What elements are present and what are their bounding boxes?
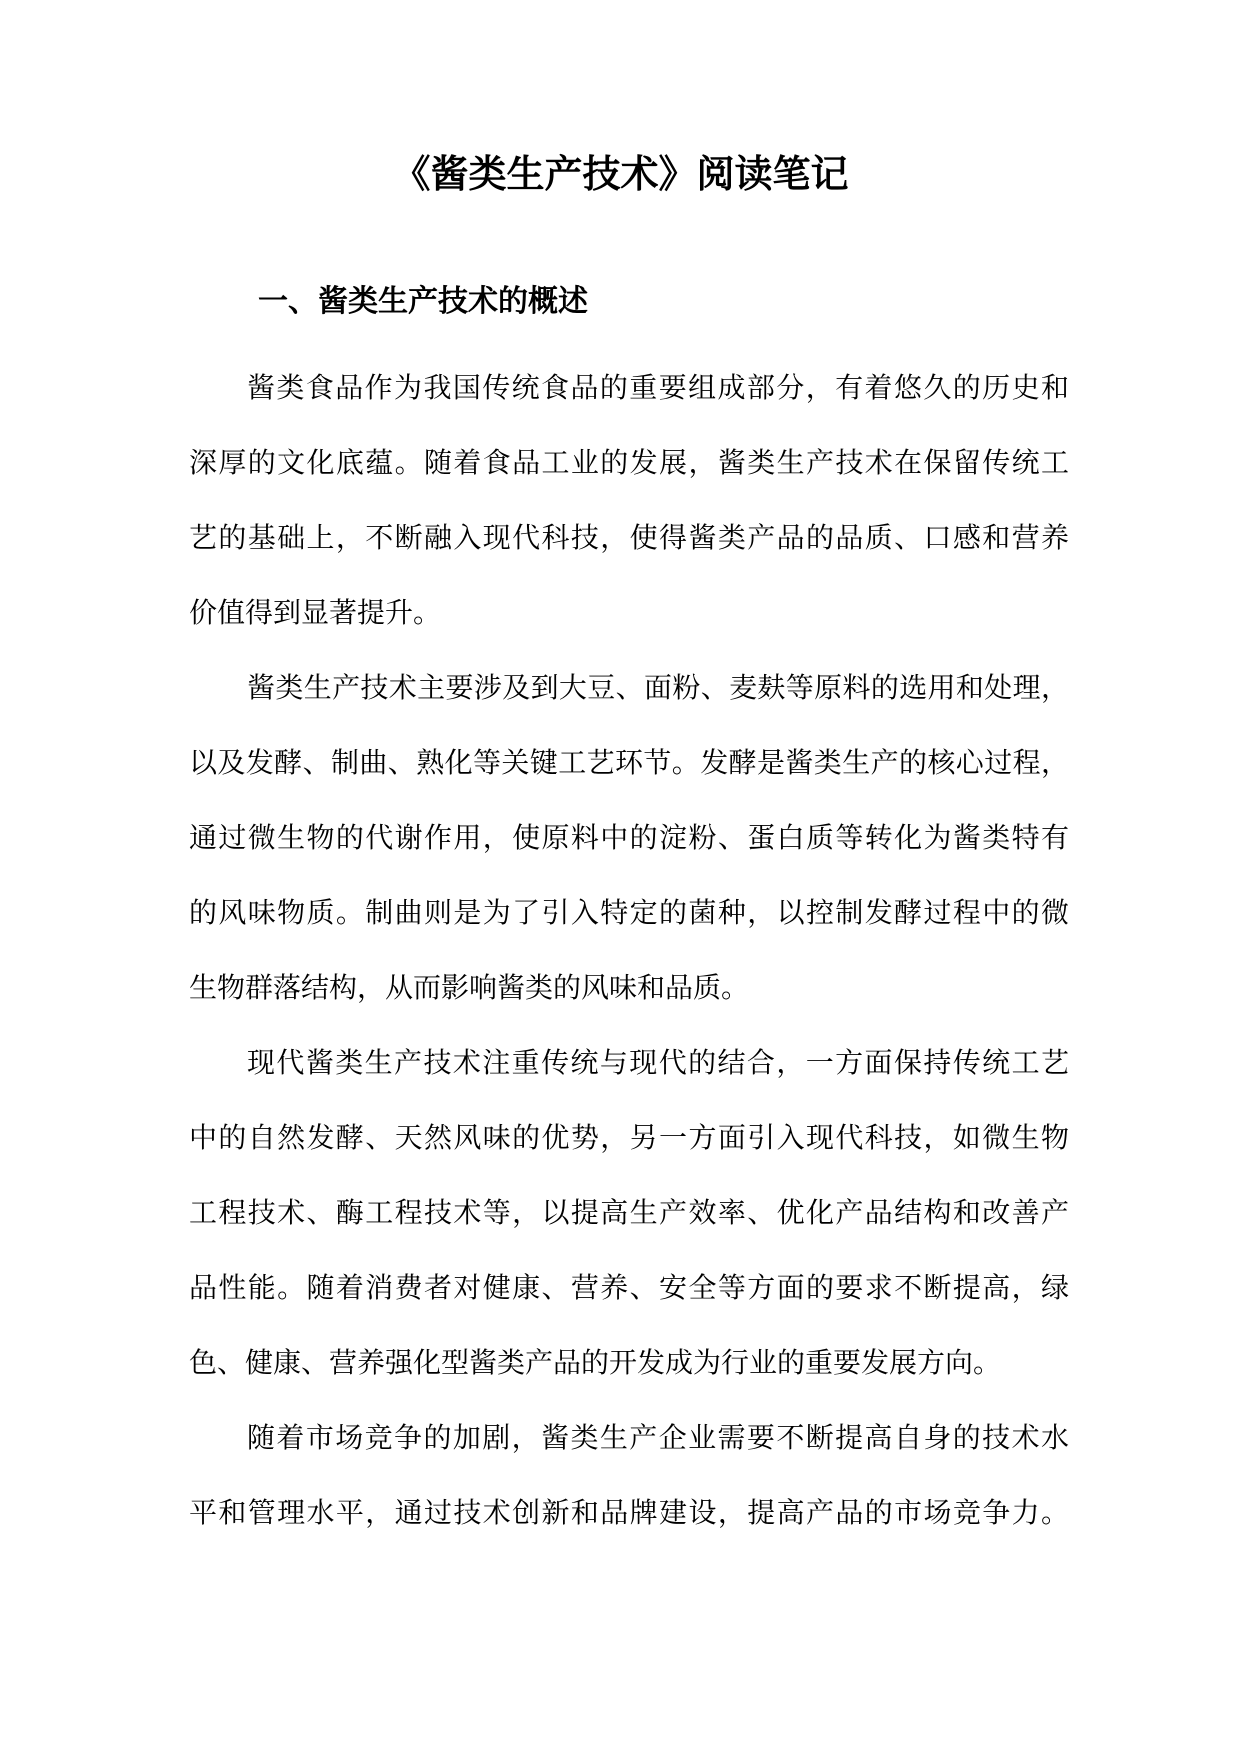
text-line: 现代酱类生产技术注重传统与现代的结合，一方面保持传统工艺 (247, 1046, 1069, 1079)
text-line: 价值得到显著提升。 (189, 596, 442, 629)
text-line: 品性能。随着消费者对健康、营养、安全等方面的要求不断提高，绿 (189, 1271, 1069, 1304)
text-line: 平和管理水平，通过技术创新和品牌建设，提高产品的市场竞争力。 (189, 1496, 1069, 1529)
section-heading: 一、酱类生产技术的概述 (258, 284, 588, 319)
text-line: 随着市场竞争的加剧，酱类生产企业需要不断提高自身的技术水 (247, 1421, 1069, 1454)
text-line: 酱类生产技术主要涉及到大豆、面粉、麦麸等原料的选用和处理， (247, 671, 1069, 704)
text-line: 色、健康、营养强化型酱类产品的开发成为行业的重要发展方向。 (189, 1346, 1002, 1379)
text-line: 深厚的文化底蕴。随着食品工业的发展，酱类生产技术在保留传统工 (189, 446, 1069, 479)
body-text (189, 363, 1069, 1563)
text-line: 以及发酵、制曲、熟化等关键工艺环节。发酵是酱类生产的核心过程， (189, 746, 1069, 779)
paragraph (189, 1038, 1069, 1413)
text-line: 通过微生物的代谢作用，使原料中的淀粉、蛋白质等转化为酱类特有 (189, 821, 1069, 854)
text-line: 艺的基础上，不断融入现代科技，使得酱类产品的品质、口感和营养 (189, 521, 1069, 554)
paragraph (189, 1413, 1069, 1563)
text-line: 中的自然发酵、天然风味的优势，另一方面引入现代科技，如微生物 (189, 1121, 1069, 1154)
text-line: 生物群落结构，从而影响酱类的风味和品质。 (189, 971, 750, 1004)
document-title: 《酱类生产技术》阅读笔记 (392, 151, 849, 196)
text-line: 工程技术、酶工程技术等，以提高生产效率、优化产品结构和改善产 (189, 1196, 1069, 1229)
paragraph (189, 663, 1069, 1038)
paragraph (189, 363, 1069, 663)
text-line: 的风味物质。制曲则是为了引入特定的菌种，以控制发酵过程中的微 (189, 896, 1069, 929)
text-line: 酱类食品作为我国传统食品的重要组成部分，有着悠久的历史和 (247, 371, 1069, 404)
